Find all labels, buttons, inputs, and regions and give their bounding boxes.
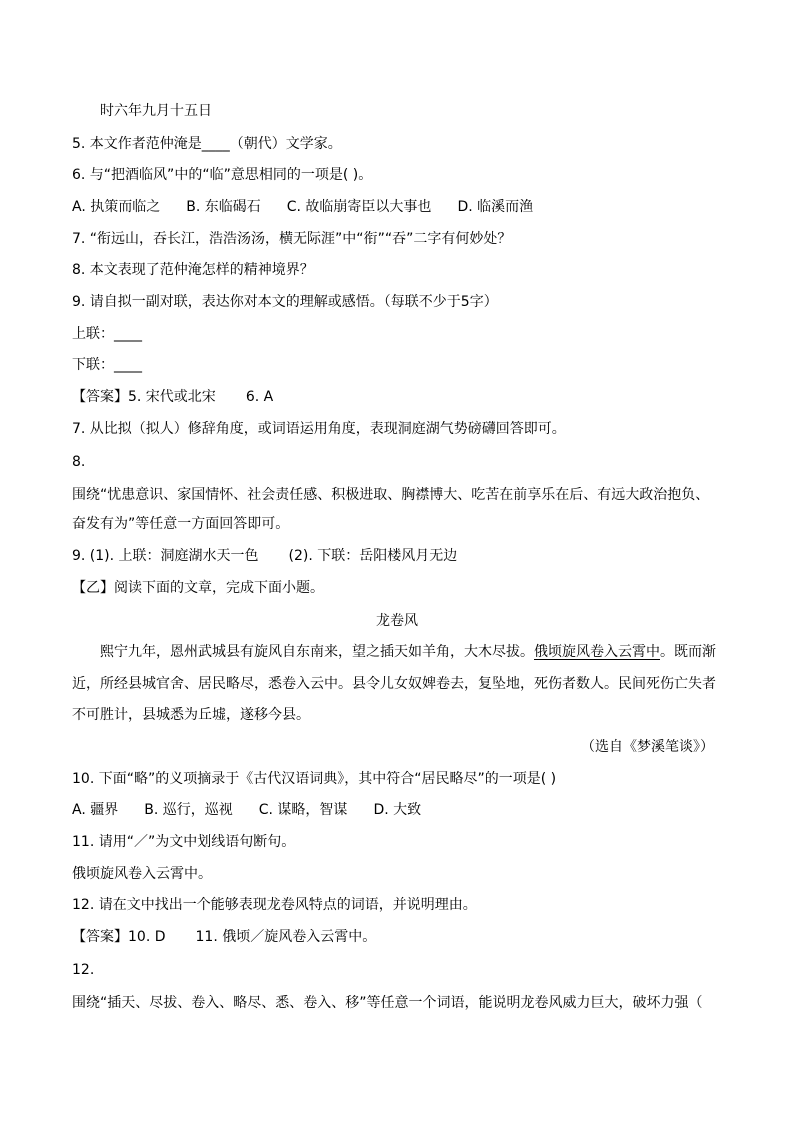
- question-9: 9. 请自拟一副对联，表达你对本文的理解或感悟。（每联不少于5字）: [72, 294, 498, 310]
- passage-source: （选自《梦溪笔谈》）: [581, 739, 714, 755]
- section-b-heading: 【乙】阅读下面的文章，完成下面小题。: [72, 580, 324, 596]
- option-c: C. 谋略，智谋: [258, 802, 348, 818]
- answer-8-line-2: 奋发有为”等任意一方面回答即可。: [72, 516, 290, 532]
- passage-line-2: 近，所经县城官舍、居民略尽，悉卷入云中。县令儿女奴婢卷去，复坠地，死伤者数人。民间死伤亡失者: [72, 676, 716, 692]
- passage-text: 熙宁九年，恩州武城县有旋风自东南来，望之插天如羊角，大木尽拔。: [100, 644, 534, 660]
- answer-block-1: [72, 387, 273, 407]
- option-a: A. 执策而临之: [72, 199, 161, 215]
- answer-12-number: 12.: [72, 962, 95, 978]
- option-d: D. 大致: [373, 802, 422, 818]
- option-c: C. 故临崩寄臣以大事也: [286, 199, 432, 215]
- question-10: 10. 下面“略”的义项摘录于《古代汉语词典》，其中符合“居民略尽”的一项是( ): [72, 771, 557, 787]
- answer-7: 7. 从比拟（拟人）修辞角度，或词语运用角度，表现洞庭湖气势磅礴回答即可。: [72, 421, 566, 437]
- answer-5: 【答案】5. 宋代或北宋: [72, 389, 216, 405]
- question-8: 8. 本文表现了范仲淹怎样的精神境界？: [72, 262, 314, 278]
- question-5: 5. 本文作者范仲淹是____（朝代）文学家。: [72, 136, 342, 152]
- answer-9-upper: 9. (1). 上联：洞庭湖水天一色: [72, 548, 259, 564]
- answer-12-line-1: 围绕“插天、尽拔、卷入、略尽、悉、卷入、移”等任意一个词语，能说明龙卷风威力巨大，破坏力强（: [72, 995, 703, 1011]
- passage-line-1: [100, 642, 716, 662]
- passage-title: 龙卷风: [376, 613, 418, 629]
- answer-11: 11. 俄顷／旋风卷入云霄中。: [195, 929, 377, 945]
- question-11-text: 俄顷旋风卷入云霄中。: [72, 866, 212, 882]
- question-6: 6. 与“把酒临风”中的“临”意思相同的一项是( )。: [72, 167, 373, 183]
- question-10-options: [72, 800, 447, 820]
- passage-line-3: 不可胜计，县城悉为丘墟，遂移今县。: [72, 707, 310, 723]
- option-b: B. 巡行，巡视: [144, 802, 233, 818]
- answer-6: 6. A: [245, 389, 274, 405]
- option-a: A. 疆界: [72, 802, 119, 818]
- underlined-sentence: 俄顷旋风卷入云霄中: [534, 644, 660, 660]
- lower-couplet: 下联：____: [72, 357, 142, 373]
- question-12: 12. 请在文中找出一个能够表现龙卷风特点的词语，并说明理由。: [72, 897, 477, 913]
- question-6-options: [72, 197, 559, 217]
- answer-9-lower: (2). 下联：岳阳楼风月无边: [288, 548, 458, 564]
- option-b: B. 东临碣石: [186, 199, 261, 215]
- date-line: 时六年九月十五日: [100, 103, 212, 119]
- answer-block-2: [72, 927, 376, 947]
- answer-9: [72, 546, 457, 566]
- option-d: D. 临溪而渔: [457, 199, 534, 215]
- answer-8-line-1: 围绕“忧患意识、家国情怀、社会责任感、积极进取、胸襟博大、吃苦在前享乐在后、有远大政治抱负、: [72, 487, 710, 503]
- upper-couplet: 上联：____: [72, 326, 142, 342]
- answer-8-number: 8.: [72, 454, 86, 470]
- question-11: 11. 请用“／”为文中划线语句断句。: [72, 834, 296, 850]
- answer-10: 【答案】10. D: [72, 929, 166, 945]
- passage-text-tail: 。既而渐: [660, 644, 716, 660]
- question-7: 7. “衔远山，吞长江，浩浩汤汤，横无际涯”中“衔”“吞”二字有何妙处？: [72, 231, 512, 247]
